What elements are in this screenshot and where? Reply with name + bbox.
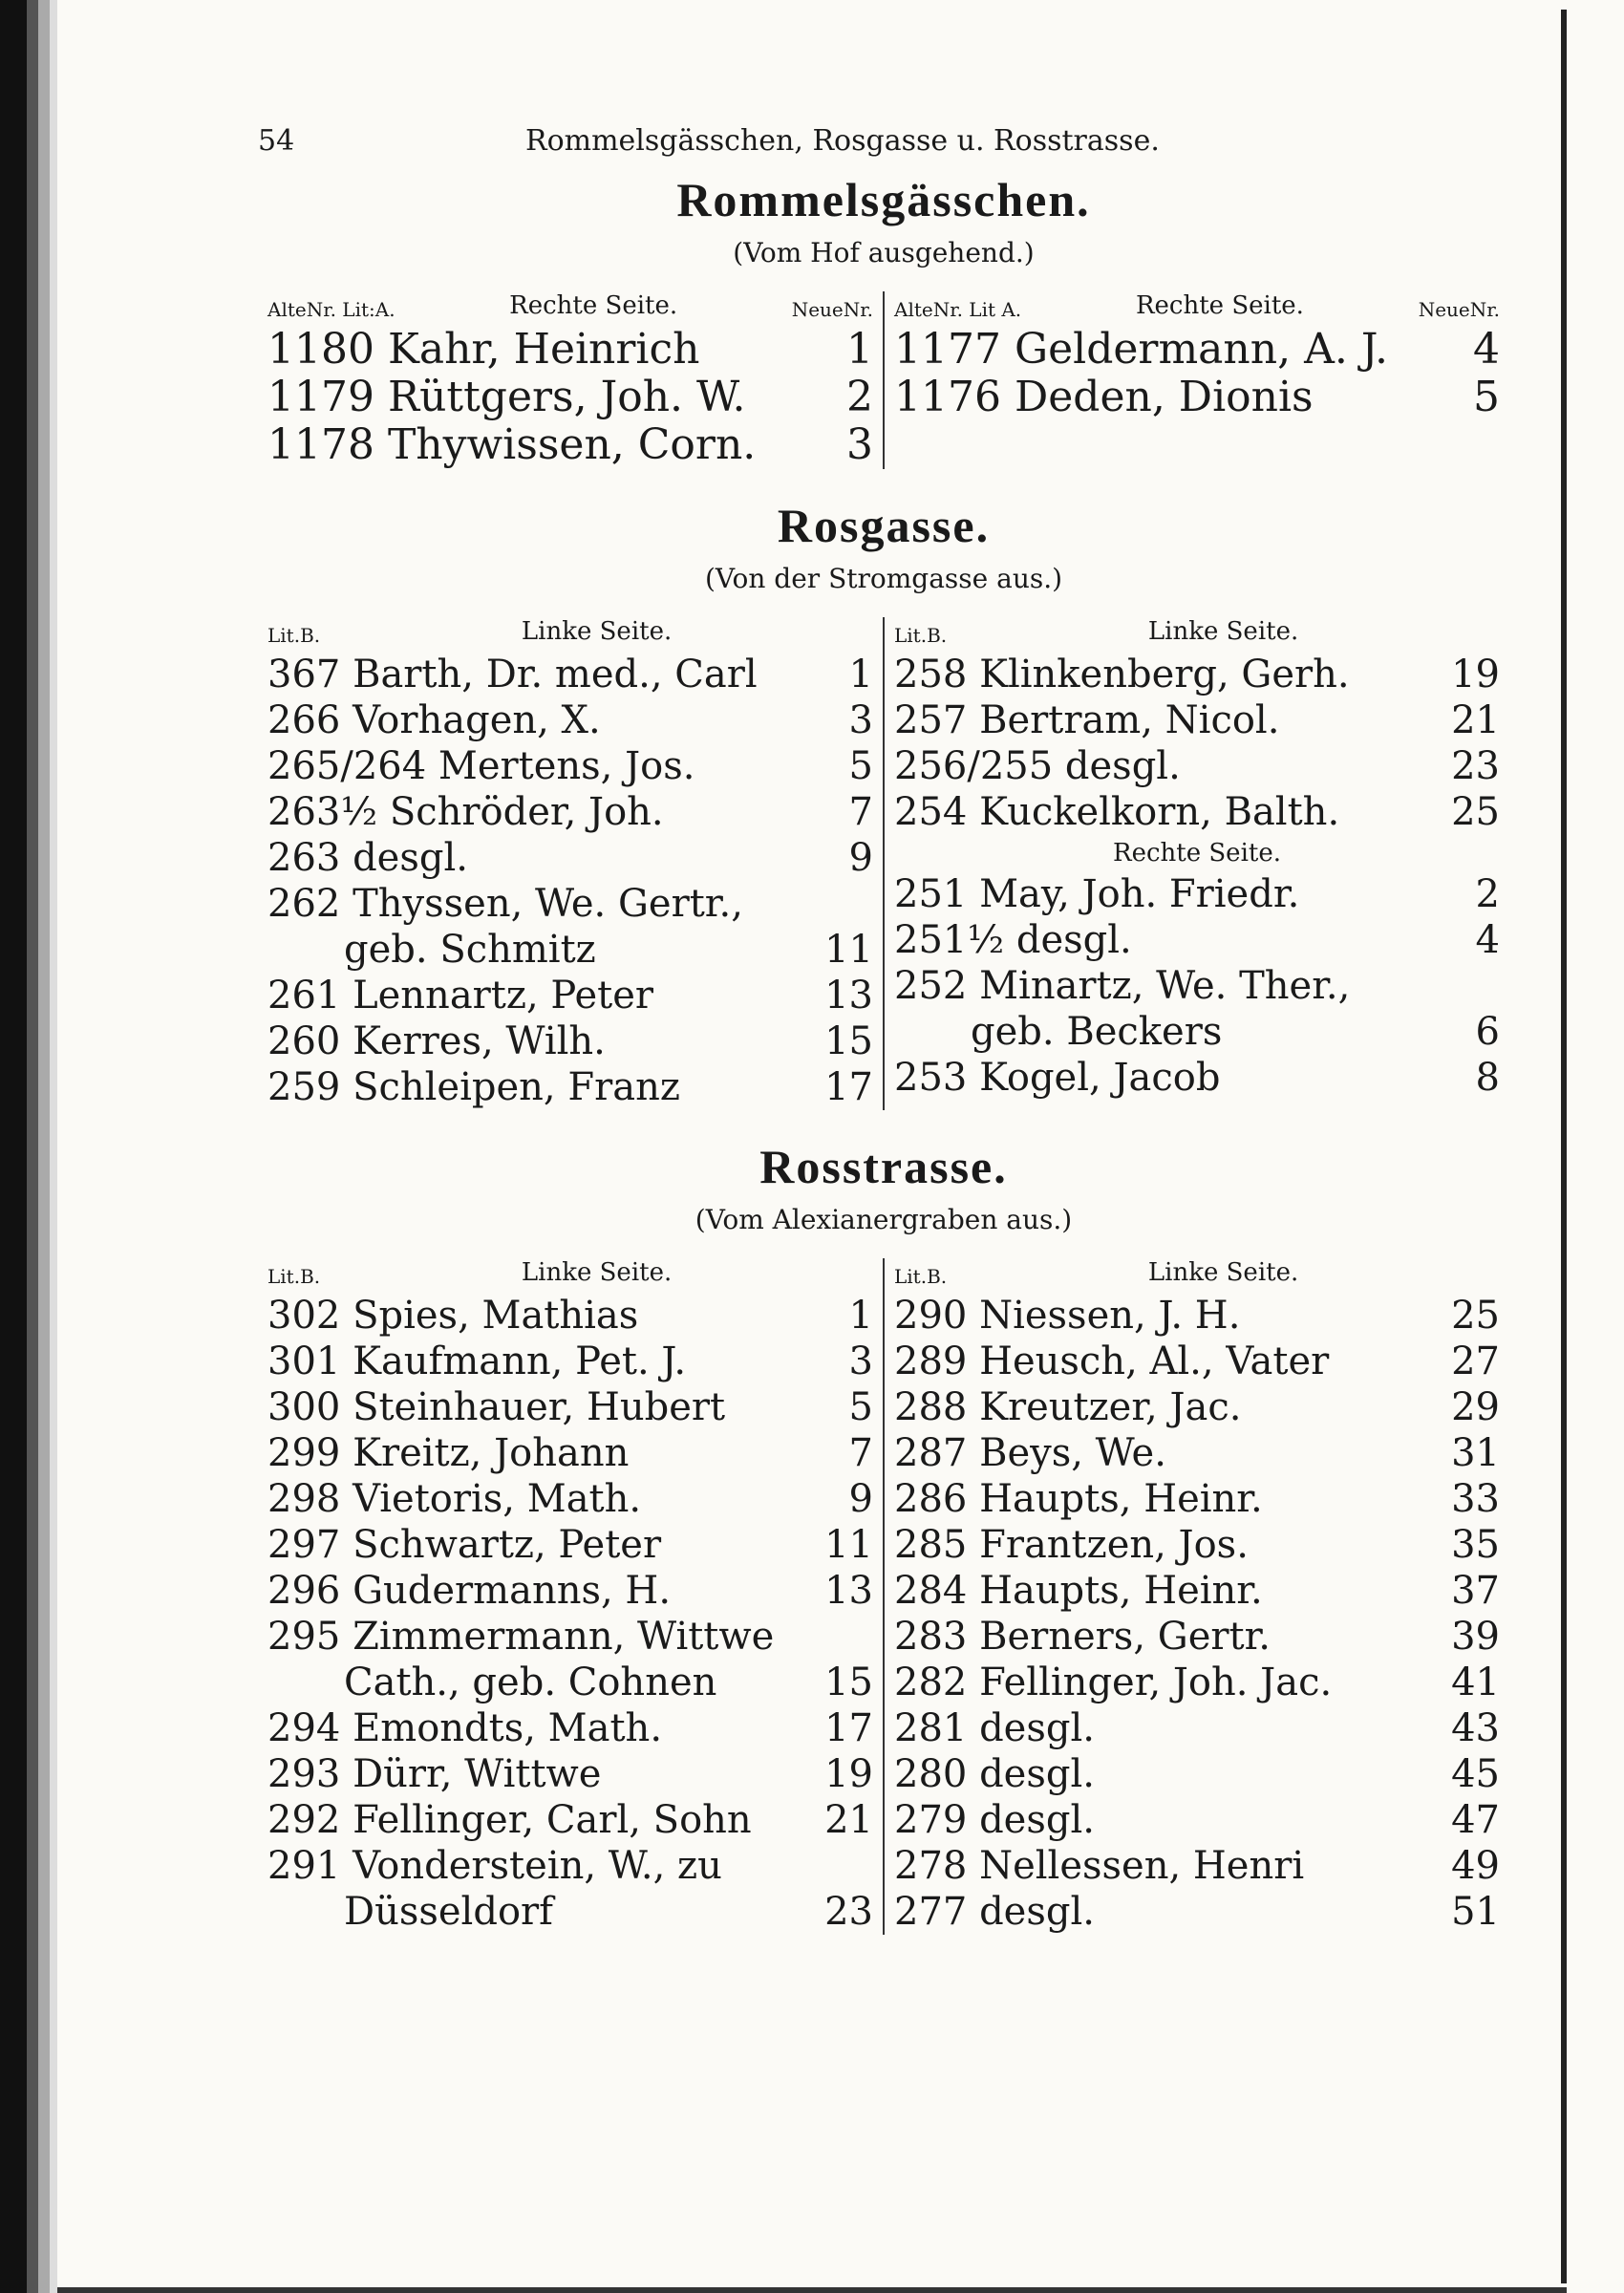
entry-text: 279 desgl.	[894, 1798, 1095, 1842]
entry-row	[267, 1384, 873, 1430]
new-number: 13	[824, 974, 873, 1018]
entry-row	[267, 1614, 873, 1660]
column-right	[885, 617, 1509, 1110]
new-number: 29	[1451, 1385, 1500, 1429]
entry-text: geb. Schmitz	[344, 928, 596, 972]
entry-text: 298 Vietoris, Math.	[267, 1477, 642, 1521]
entry-row	[267, 789, 873, 835]
street-subtitle: (Vom Alexianergraben aus.)	[694, 1204, 1073, 1235]
entry-text: 1180 Kahr, Heinrich	[267, 326, 700, 374]
entry-text: 287 Beys, We.	[894, 1431, 1166, 1475]
new-number: 49	[1451, 1844, 1500, 1888]
new-number: 5	[848, 1385, 873, 1429]
new-number: 3	[846, 420, 873, 469]
entry-text: 1177 Geldermann, A. J.	[894, 326, 1389, 374]
entry-text: 257 Bertram, Nicol.	[894, 698, 1280, 742]
new-number: 25	[1451, 1294, 1500, 1338]
new-number-header: NeueNr.	[791, 298, 873, 321]
side-header: Linke Seite.	[521, 617, 673, 646]
entry-text: 251½ desgl.	[894, 918, 1132, 962]
entry-row	[267, 1293, 873, 1339]
side-header: Rechte Seite.	[1135, 291, 1304, 320]
entry-row	[267, 652, 873, 697]
new-number: 19	[1451, 653, 1500, 696]
entry-row	[267, 973, 873, 1018]
entry-columns	[258, 1258, 1509, 1935]
entry-row	[894, 1568, 1500, 1614]
entry-row	[894, 1889, 1500, 1935]
entry-row	[894, 1055, 1500, 1101]
book-spine-shadow	[0, 0, 57, 2293]
new-number: 39	[1451, 1615, 1500, 1659]
new-number: 13	[824, 1569, 873, 1613]
side-header: Linke Seite.	[1147, 617, 1299, 646]
entry-text: Cath., geb. Cohnen	[344, 1661, 717, 1704]
entry-row	[267, 1430, 873, 1476]
page-number: 54	[258, 124, 295, 158]
street-title: Rosstrasse.	[759, 1140, 1008, 1193]
entry-row	[894, 871, 1500, 917]
new-number: 6	[1475, 1010, 1500, 1054]
new-number: 3	[848, 698, 873, 742]
street-subtitle: (Vom Hof ausgehend.)	[733, 237, 1035, 268]
entry-text: 262 Thyssen, We. Gertr.,	[267, 882, 743, 926]
new-number: 4	[1473, 325, 1500, 374]
new-number: 25	[1451, 790, 1500, 834]
column-header	[894, 617, 1500, 646]
street-title: Rommelsgässchen.	[676, 173, 1091, 226]
new-number: 21	[824, 1798, 873, 1842]
street-section	[258, 498, 1509, 1110]
entry-row	[894, 374, 1500, 421]
street-title: Rosgasse.	[777, 499, 991, 552]
entry-row	[894, 1476, 1500, 1522]
old-number-header: Lit.B.	[894, 624, 948, 647]
new-number: 2	[1475, 872, 1500, 916]
side-subheader: Rechte Seite.	[1113, 839, 1281, 868]
entry-text: 299 Kreitz, Johann	[267, 1431, 630, 1475]
entry-row	[267, 1797, 873, 1843]
entry-row	[894, 1522, 1500, 1568]
new-number: 17	[824, 1065, 873, 1109]
entry-text: 278 Nellessen, Henri	[894, 1844, 1305, 1888]
entry-text: 302 Spies, Mathias	[267, 1294, 639, 1338]
entry-text: 297 Schwartz, Peter	[267, 1523, 662, 1567]
column-left	[258, 291, 885, 469]
entry-row	[267, 1339, 873, 1384]
entry-text: 288 Kreutzer, Jac.	[894, 1385, 1242, 1429]
column-header	[894, 1258, 1500, 1287]
entry-row	[267, 835, 873, 881]
entry-text: 295 Zimmermann, Wittwe	[267, 1615, 775, 1659]
entry-row	[267, 1476, 873, 1522]
entry-row	[894, 326, 1500, 374]
entry-text: 280 desgl.	[894, 1752, 1095, 1796]
entry-text: 284 Haupts, Heinr.	[894, 1569, 1263, 1613]
street-subtitle: (Von der Stromgasse aus.)	[704, 563, 1063, 594]
entry-text: 263½ Schröder, Joh.	[267, 790, 664, 834]
entry-row	[267, 1018, 873, 1064]
entry-text: 296 Gudermanns, H.	[267, 1569, 672, 1613]
new-number: 23	[1451, 744, 1500, 788]
entry-text: 266 Vorhagen, X.	[267, 698, 601, 742]
entry-row	[894, 1430, 1500, 1476]
entry-row	[894, 1293, 1500, 1339]
entry-row	[267, 1889, 873, 1935]
entry-row	[894, 1614, 1500, 1660]
entry-text: 251 May, Joh. Friedr.	[894, 872, 1300, 916]
entry-text: 1178 Thywissen, Corn.	[267, 421, 757, 469]
entry-text: 259 Schleipen, Franz	[267, 1065, 680, 1109]
entry-row	[894, 1660, 1500, 1705]
new-number: 2	[846, 373, 873, 421]
new-number: 1	[846, 325, 873, 374]
entry-row	[267, 1751, 873, 1797]
side-header: Linke Seite.	[1147, 1258, 1299, 1287]
entry-columns	[258, 291, 1509, 469]
entry-text: 301 Kaufmann, Pet. J.	[267, 1339, 687, 1383]
new-number: 4	[1475, 918, 1500, 962]
entry-text: 367 Barth, Dr. med., Carl	[267, 653, 758, 696]
entry-text: 258 Klinkenberg, Gerh.	[894, 653, 1350, 696]
new-number: 5	[848, 744, 873, 788]
entry-text: 289 Heusch, Al., Vater	[894, 1339, 1330, 1383]
new-number: 11	[824, 1523, 873, 1567]
new-number: 35	[1451, 1523, 1500, 1567]
entry-row	[267, 326, 873, 374]
new-number: 15	[824, 1019, 873, 1063]
new-number: 11	[824, 928, 873, 972]
new-number: 7	[848, 790, 873, 834]
column-header	[894, 291, 1500, 320]
entry-row	[894, 1797, 1500, 1843]
entry-text: 263 desgl.	[267, 836, 468, 880]
entry-row	[267, 881, 873, 927]
street-section	[258, 1139, 1509, 1935]
entry-row	[267, 1568, 873, 1614]
entry-row	[894, 1339, 1500, 1384]
entry-text: 283 Berners, Gertr.	[894, 1615, 1271, 1659]
street-section	[258, 172, 1509, 469]
entry-row	[894, 963, 1500, 1009]
entry-row	[894, 917, 1500, 963]
new-number: 33	[1451, 1477, 1500, 1521]
new-number: 37	[1451, 1569, 1500, 1613]
new-number: 17	[824, 1706, 873, 1750]
entry-text: 293 Dürr, Wittwe	[267, 1752, 602, 1796]
entry-text: 294 Emondts, Math.	[267, 1706, 663, 1750]
entry-row	[267, 697, 873, 743]
new-number: 51	[1451, 1890, 1500, 1934]
entry-row	[267, 1660, 873, 1705]
entry-row	[894, 1009, 1500, 1055]
side-header: Rechte Seite.	[509, 291, 678, 320]
entry-text: 256/255 desgl.	[894, 744, 1181, 788]
entry-text: 253 Kogel, Jacob	[894, 1056, 1221, 1100]
entry-text: 260 Kerres, Wilh.	[267, 1019, 606, 1063]
street-sections	[258, 172, 1509, 1935]
entry-text: 286 Haupts, Heinr.	[894, 1477, 1263, 1521]
entry-row	[267, 1705, 873, 1751]
page-bottom-edge	[57, 2287, 1567, 2293]
old-number-header: Lit.B.	[267, 1265, 321, 1288]
entry-text: 290 Niessen, J. H.	[894, 1294, 1241, 1338]
entry-row	[267, 927, 873, 973]
new-number: 19	[824, 1752, 873, 1796]
entry-text: 285 Frantzen, Jos.	[894, 1523, 1249, 1567]
page-edge-line	[1561, 10, 1567, 2283]
column-right	[885, 1258, 1509, 1935]
entry-row	[267, 743, 873, 789]
entry-row	[894, 652, 1500, 697]
entry-text: 292 Fellinger, Carl, Sohn	[267, 1798, 752, 1842]
entry-text: 300 Steinhauer, Hubert	[267, 1385, 726, 1429]
new-number: 41	[1451, 1661, 1500, 1704]
new-number: 31	[1451, 1431, 1500, 1475]
running-title: Rommelsgässchen, Rosgasse u. Rosstrasse.	[525, 124, 1160, 158]
new-number: 5	[1473, 373, 1500, 421]
new-number: 9	[848, 836, 873, 880]
column-right	[885, 291, 1509, 469]
new-number: 43	[1451, 1706, 1500, 1750]
running-head	[258, 115, 1509, 172]
column-header	[267, 1258, 873, 1287]
entry-text: Düsseldorf	[344, 1890, 553, 1934]
entry-text: 261 Lennartz, Peter	[267, 974, 654, 1018]
entry-row	[894, 697, 1500, 743]
entry-row	[267, 1522, 873, 1568]
entry-columns	[258, 617, 1509, 1110]
old-number-header: Lit.B.	[894, 1265, 948, 1288]
entry-row	[894, 1751, 1500, 1797]
new-number: 23	[824, 1890, 873, 1934]
entry-row	[267, 374, 873, 421]
column-header	[267, 617, 873, 646]
new-number: 8	[1475, 1056, 1500, 1100]
entry-row	[894, 1705, 1500, 1751]
old-number-header: Lit.B.	[267, 624, 321, 647]
new-number: 9	[848, 1477, 873, 1521]
new-number: 15	[824, 1661, 873, 1704]
new-number: 7	[848, 1431, 873, 1475]
entry-text: geb. Beckers	[971, 1010, 1223, 1054]
new-number: 21	[1451, 698, 1500, 742]
column-left	[258, 1258, 885, 1935]
entry-row	[267, 1064, 873, 1110]
column-left	[258, 617, 885, 1110]
entry-text: 1179 Rüttgers, Joh. W.	[267, 374, 746, 421]
old-number-header: AlteNr. Lit A.	[894, 298, 1022, 321]
entry-row	[894, 1384, 1500, 1430]
new-number: 1	[848, 653, 873, 696]
new-number: 27	[1451, 1339, 1500, 1383]
entry-text: 252 Minartz, We. Ther.,	[894, 964, 1351, 1008]
new-number: 45	[1451, 1752, 1500, 1796]
old-number-header: AlteNr. Lit:A.	[267, 298, 395, 321]
new-number: 47	[1451, 1798, 1500, 1842]
entry-text: 282 Fellinger, Joh. Jac.	[894, 1661, 1333, 1704]
entry-text: 291 Vonderstein, W., zu	[267, 1844, 722, 1888]
new-number: 1	[848, 1294, 873, 1338]
column-header	[267, 291, 873, 320]
new-number: 3	[848, 1339, 873, 1383]
entry-text: 281 desgl.	[894, 1706, 1095, 1750]
entry-row	[894, 789, 1500, 835]
entry-text: 265/264 Mertens, Jos.	[267, 744, 695, 788]
new-number-header: NeueNr.	[1418, 298, 1500, 321]
entry-row	[894, 743, 1500, 789]
entry-row	[894, 1843, 1500, 1889]
directory-page	[258, 115, 1509, 1963]
entry-text: 254 Kuckelkorn, Balth.	[894, 790, 1340, 834]
entry-row	[267, 1843, 873, 1889]
entry-text: 1176 Deden, Dionis	[894, 374, 1314, 421]
entry-row	[267, 421, 873, 469]
side-header: Linke Seite.	[521, 1258, 673, 1287]
entry-text: 277 desgl.	[894, 1890, 1095, 1934]
